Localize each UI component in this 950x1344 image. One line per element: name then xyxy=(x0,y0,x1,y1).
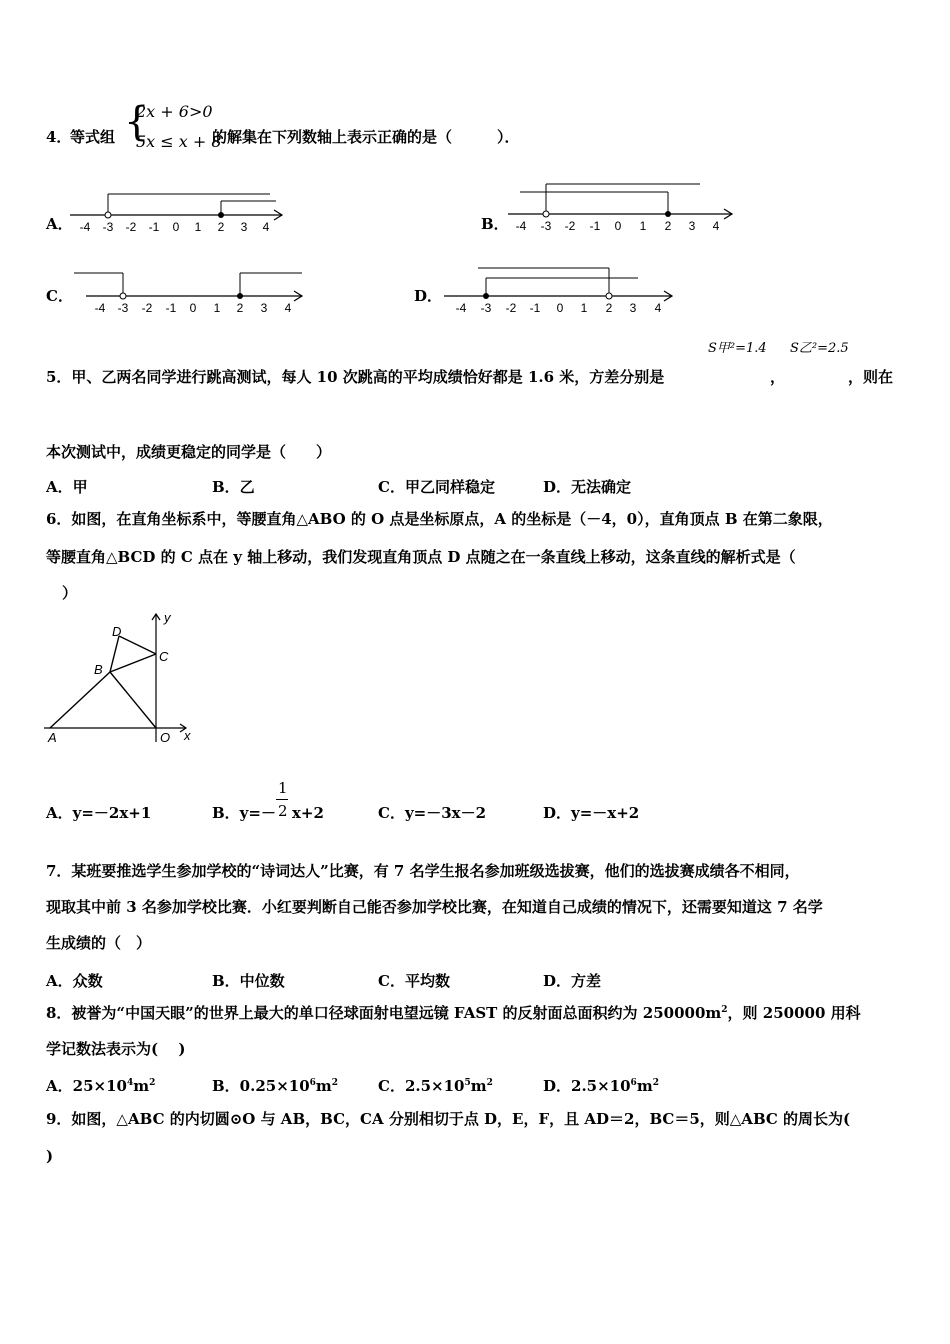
opt-unit: m xyxy=(315,1077,332,1095)
tick-label: 0 xyxy=(189,301,197,315)
q4-option-b-number-line xyxy=(506,178,738,238)
q4-option-a-label[interactable]: A． xyxy=(46,215,73,233)
tick-label: -4 xyxy=(455,301,467,315)
q8-line-1-sup: 2 xyxy=(721,1005,728,1015)
fraction-denominator: 2 xyxy=(277,802,288,820)
q6-line-1: 6．如图，在直角坐标系中，等腰直角△ABO 的 O 点是坐标原点，A 的坐标是（－4，0），直角顶点 B 在第二象限， xyxy=(46,510,833,528)
q4-option-b-label[interactable]: B． xyxy=(481,215,509,233)
tick-label: 4 xyxy=(654,301,662,315)
q5-line-1a: 5．甲、乙两名同学进行跳高测试，每人 10 次跳高的平均成绩恰好都是 1.6 米，方差分别是 xyxy=(46,368,665,386)
q5-variance-yi: S乙²=2.5 xyxy=(790,341,849,356)
q4-brace: { xyxy=(124,99,150,145)
tick-label: -3 xyxy=(117,301,129,315)
q4-option-c-number-line xyxy=(72,266,308,320)
tick-label: -3 xyxy=(480,301,492,315)
tick-label: -2 xyxy=(125,220,137,234)
tick-label: 3 xyxy=(240,220,248,234)
q7-option-c[interactable]: C．平均数 xyxy=(378,972,450,990)
q6-option-b-prefix: B．y=－ xyxy=(212,804,276,822)
tick-label: 0 xyxy=(172,220,180,234)
tick-label: 2 xyxy=(605,301,613,315)
q6-line-2: 等腰直角△BCD 的 C 点在 y 轴上移动，我们发现直角顶点 D 点随之在一条直线上移动，这条直线的解析式是（ xyxy=(46,548,796,566)
opt-value: B．0.25×10 xyxy=(212,1077,310,1095)
q4-prefix: 等式组 xyxy=(70,128,116,146)
tick-label: 1 xyxy=(639,219,647,233)
opt-exponent: 6 xyxy=(630,1078,637,1088)
q5-line-1b: ， xyxy=(770,368,786,386)
tick-label: 2 xyxy=(217,220,225,234)
opt-unit: m xyxy=(470,1077,487,1095)
q5-line-2: 本次测试中，成绩更稳定的同学是（ ） xyxy=(46,443,332,461)
tick-label: 0 xyxy=(556,301,564,315)
fig-label-o: O xyxy=(160,730,171,745)
q7-line-2: 现取其中前 3 名参加学校比赛．小红要判断自己能否参加学校比赛，在知道自己成绩的情况下，还需要知道这 7 名学 xyxy=(46,898,823,916)
opt-value: C．2.5×10 xyxy=(378,1077,465,1095)
tick-label: -2 xyxy=(564,219,576,233)
tick-label: -1 xyxy=(148,220,160,234)
q7-option-a[interactable]: A．众数 xyxy=(46,972,103,990)
tick-label: 2 xyxy=(236,301,244,315)
fraction-bar xyxy=(276,799,288,800)
q4-inequality-2: 5x ≤ x + 8 xyxy=(136,132,222,151)
opt-unit-exponent: 2 xyxy=(331,1078,339,1088)
q9-line-2: ) xyxy=(46,1147,54,1165)
q8-option-d[interactable] xyxy=(543,1075,659,1096)
tick-label: -3 xyxy=(540,219,552,233)
opt-exponent: 6 xyxy=(309,1078,316,1088)
q5-option-a[interactable]: A．甲 xyxy=(46,478,88,496)
tick-label: 1 xyxy=(213,301,221,315)
fig-label-c: C xyxy=(159,649,169,664)
fraction-numerator: 1 xyxy=(277,779,288,797)
tick-label: 4 xyxy=(284,301,292,315)
q7-line-3: 生成绩的（ ） xyxy=(46,934,152,952)
q5-option-c[interactable]: C．甲乙同样稳定 xyxy=(378,478,495,496)
q6-figure xyxy=(44,608,200,748)
q8-option-b[interactable] xyxy=(212,1075,338,1096)
q4-option-a-number-line xyxy=(68,186,288,238)
q9-line-1: 9．如图，△ABC 的内切圆⊙O 与 AB，BC，CA 分别相切于点 D，E，F，且 AD＝2，BC＝5，则△ABC 的周长为( xyxy=(46,1110,851,1128)
q5-option-d[interactable]: D．无法确定 xyxy=(543,478,632,496)
tick-label: -2 xyxy=(141,301,153,315)
q4-option-c-label[interactable]: C． xyxy=(46,287,73,305)
opt-unit-exponent: 2 xyxy=(149,1078,156,1088)
opt-unit: m xyxy=(133,1077,150,1095)
q8-line-1 xyxy=(46,1004,861,1022)
fig-label-y: y xyxy=(164,610,171,625)
q6-line-3: ） xyxy=(62,584,78,602)
q4-option-d-number-line xyxy=(442,262,678,320)
opt-unit-exponent: 2 xyxy=(486,1078,493,1088)
tick-label: 1 xyxy=(580,301,588,315)
q5-option-b[interactable]: B．乙 xyxy=(212,478,255,496)
opt-unit-exponent: 2 xyxy=(652,1078,659,1088)
fig-label-x: x xyxy=(184,728,191,743)
q6-option-c[interactable]: C．y=－3x－2 xyxy=(378,804,487,822)
opt-exponent: 5 xyxy=(464,1078,471,1088)
q8-option-c[interactable] xyxy=(378,1075,493,1096)
tick-label: 3 xyxy=(629,301,637,315)
q8-line-2: 学记数法表示为( ) xyxy=(46,1040,186,1058)
tick-label: 4 xyxy=(262,220,270,234)
opt-value: D．2.5×10 xyxy=(543,1077,631,1095)
q7-line-1: 7．某班要推选学生参加学校的“诗词达人”比赛，有 7 名学生报名参加班级选拔赛，他们的选拔赛成绩各不相同， xyxy=(46,862,800,880)
tick-label: 2 xyxy=(664,219,672,233)
opt-unit: m xyxy=(636,1077,653,1095)
fig-label-a: A xyxy=(48,730,57,745)
q6-option-d[interactable]: D．y=－x+2 xyxy=(543,804,640,822)
q6-option-b-fraction xyxy=(276,779,292,823)
q7-option-d[interactable]: D．方差 xyxy=(543,972,602,990)
tick-label: 4 xyxy=(712,219,720,233)
q7-option-b[interactable]: B．中位数 xyxy=(212,972,285,990)
q4-option-d-label[interactable]: D． xyxy=(414,287,443,305)
q4-number: 4． xyxy=(46,128,72,146)
q6-option-b[interactable] xyxy=(212,779,324,823)
tick-label: 0 xyxy=(614,219,622,233)
tick-label: -3 xyxy=(102,220,114,234)
q6-option-b-suffix: x+2 xyxy=(291,804,324,822)
tick-label: -4 xyxy=(515,219,527,233)
q8-line-1-post: ，则 250000 用科 xyxy=(727,1004,861,1022)
tick-label: 1 xyxy=(194,220,202,234)
tick-label: -4 xyxy=(79,220,91,234)
tick-label: -1 xyxy=(529,301,541,315)
fig-label-d: D xyxy=(112,624,122,639)
fig-label-b: B xyxy=(94,662,103,677)
q5-variance-jia: S甲²=1.4 xyxy=(708,341,767,356)
q5-line-1c: ，则在 xyxy=(848,368,894,386)
opt-value: A．25×10 xyxy=(46,1077,127,1095)
tick-label: -1 xyxy=(589,219,601,233)
q4-suffix: 的解集在下列数轴上表示正确的是（ ）． xyxy=(212,128,520,146)
q8-line-1-pre: 8．被誉为“中国天眼”的世界上最大的单口径球面射电望远镜 FAST 的反射面总面积约为 250000m xyxy=(46,1004,722,1022)
tick-label: -4 xyxy=(94,301,106,315)
tick-label: -1 xyxy=(165,301,177,315)
tick-label: 3 xyxy=(260,301,268,315)
tick-label: 3 xyxy=(688,219,696,233)
q8-option-a[interactable] xyxy=(46,1075,155,1096)
opt-exponent: 4 xyxy=(126,1078,134,1088)
q4-inequality-1: 2x + 6>0 xyxy=(136,102,213,121)
q6-option-a[interactable]: A．y=－2x+1 xyxy=(46,804,152,822)
tick-label: -2 xyxy=(505,301,517,315)
